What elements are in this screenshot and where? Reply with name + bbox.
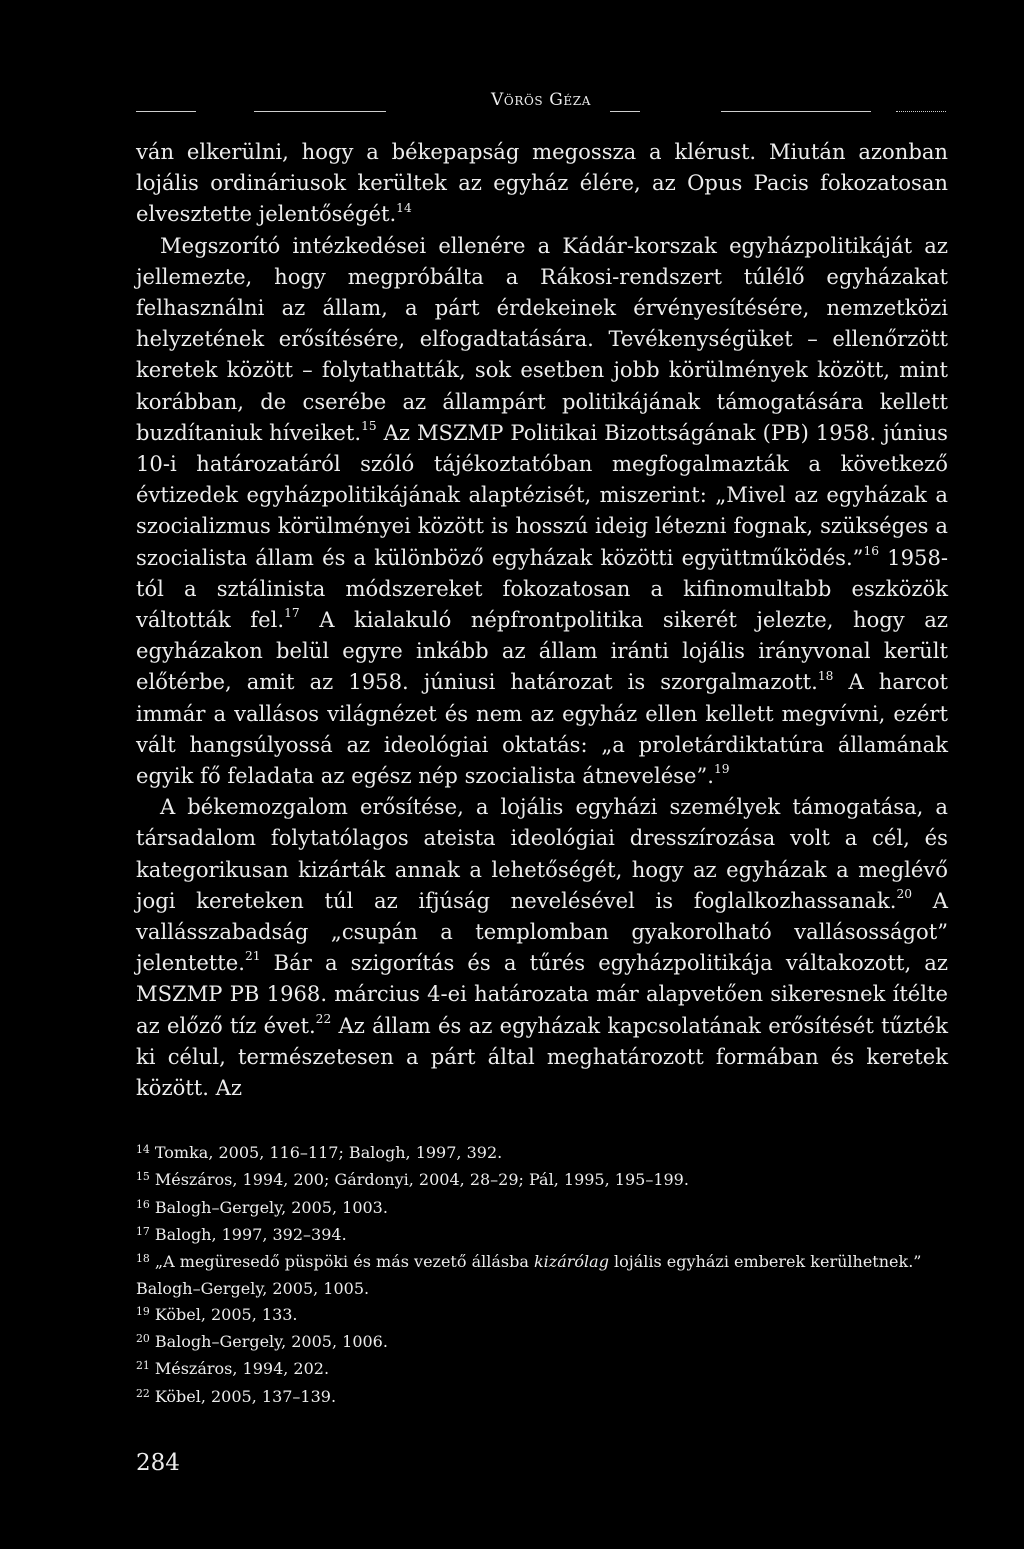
footnote: $^{19}$ Köbel, 2005, 133. <box>136 1304 298 1324</box>
footnote: $^{18}$ „A megüresedő püspöki és más vezető állásba kizárólag lojális egyházi emberek kerülhetnek.” Balogh–Gergely, 2005, 1005. <box>136 1252 922 1299</box>
paragraph: Megszorító intézkedései ellenére a Kádár-korszak egyházpolitikáját az jellemezte, hogy megpróbálta a Rákosi-rendszert túlélő egyházakat felhasználni az állam, a párt érdekeinek érvényesítésére, nemzetközi helyzetének erősítésére, elfogadtatására. Tevékenységüket – ellenőrzött keretek között – folytathatták, sok esetben jobb körülmények között, mint korábban, de cserébe az állampárt politikájának támogatására kellett buzdítaniuk híveiket.$^{15}$ Az MSZMP Politikai Bizottságának (PB) 1958. június 10-i határozatáról szóló tájékoztatóban megfogalmazták a következő évtizedek egyházpolitikájának alaptézisét, miszerint: „Mivel az egyházak a szocializmus körülményei között is hosszú ideig létezni fognak, szükséges a szocialista állam és a különböző egyházak közötti együttműködés.”$^{16}$ 1958-tól a sztálinista módszereket fokozatosan a kifinomultabb eszközök váltották fel.$^{17}$ A kialakuló népfrontpolitika sikerét jelezte, hogy az egyházakon belül egyre inkább az állam iránti lojális irányvonal került előtérbe, amit az 1958. júniusi határozat is szorgalmazott.$^{18}$ A harcot immár a vallásos világnézet és nem az egyház ellen kellett megvívni, ezért vált hangsúlyossá az ideológiai oktatás: „a proletárdiktatúra államának egyik fő feladata az egész nép szocialista átnevelése”.$^{19}$ <box>136 232 948 789</box>
footnote-number: 22 <box>136 1386 150 1400</box>
footnotes <box>136 1140 948 1411</box>
header-rule <box>254 111 386 112</box>
footnote-number: 15 <box>136 1170 150 1184</box>
body-text <box>136 136 948 1103</box>
footnote-number: 17 <box>136 1225 150 1238</box>
footnote-ref[interactable]: 21 <box>244 949 261 964</box>
footnote: $^{22}$ Köbel, 2005, 137–139. <box>136 1386 337 1406</box>
emphasis: kizárólag <box>533 1252 609 1272</box>
header-rule <box>896 111 946 112</box>
footnote: $^{17}$ Balogh, 1997, 392–394. <box>136 1224 347 1244</box>
footnote-number: 21 <box>136 1359 150 1373</box>
footnote: $^{16}$ Balogh–Gergely, 2005, 1003. <box>136 1197 388 1217</box>
footnote: $^{14}$ Tomka, 2005, 116–117; Balogh, 1997, 392. <box>136 1143 503 1162</box>
paragraph: ván elkerülni, hogy a békepapság megossza a klérust. Miután azonban lojális ordináriusok kerültek az egyház élére, az Opus Pacis fokozatosan elvesztette jelentőségét.$^{14}$ <box>136 139 948 227</box>
footnote: $^{20}$ Balogh–Gergely, 2005, 1006. <box>136 1332 388 1352</box>
footnote-ref[interactable]: 17 <box>284 606 300 621</box>
footnote-ref[interactable]: 20 <box>896 887 913 902</box>
running-title: Vörös Géza <box>491 90 591 110</box>
footnote-number: 14 <box>136 1143 150 1157</box>
footnote-number: 19 <box>136 1304 150 1318</box>
page-number: 284 <box>136 1450 180 1476</box>
paragraph: A békemozgalom erősítése, a lojális egyházi személyek támogatása, a társadalom folytatólagos ateista ideológiai dresszírozása volt a cél, és kategorikusan kizárták annak a lehetőségét, hogy az egyházak a meglévő jogi kereteken túl az ifjúság nevelésével is foglalkozhassanak.$^{20}$ A vallásszabadság „csupán a templomban gyakorolható vallásosságot” jelentette.$^{21}$ Bár a szigorítás és a tűrés egyházpolitikája váltakozott, az MSZMP PB 1968. március 4-ei határozata már alapvetően sikeresnek ítélte az előző tíz évet.$^{22}$ Az állam és az egyházak kapcsolatának erősítését tűzték ki célul, természetesen a párt által meghatározott formában és keretek között. Az <box>136 794 948 1101</box>
footnote: $^{21}$ Mészáros, 1994, 202. <box>136 1359 330 1379</box>
running-header <box>136 90 946 120</box>
footnote-ref[interactable]: 16 <box>863 543 880 558</box>
header-rule <box>610 111 640 112</box>
footnote-number: 20 <box>136 1332 150 1346</box>
footnote-ref[interactable]: 18 <box>817 668 834 683</box>
footnote-ref[interactable]: 14 <box>396 200 412 215</box>
footnote-number: 16 <box>136 1197 150 1211</box>
footnote-number: 18 <box>136 1252 150 1266</box>
footnote-ref[interactable]: 15 <box>361 418 377 433</box>
header-rule <box>136 111 196 112</box>
footnote-ref[interactable]: 19 <box>713 762 730 777</box>
footnote: $^{15}$ Mészáros, 1994, 200; Gárdonyi, 2004, 28–29; Pál, 1995, 195–199. <box>136 1170 689 1190</box>
header-rule <box>721 111 871 112</box>
footnote-ref[interactable]: 22 <box>315 1011 332 1026</box>
